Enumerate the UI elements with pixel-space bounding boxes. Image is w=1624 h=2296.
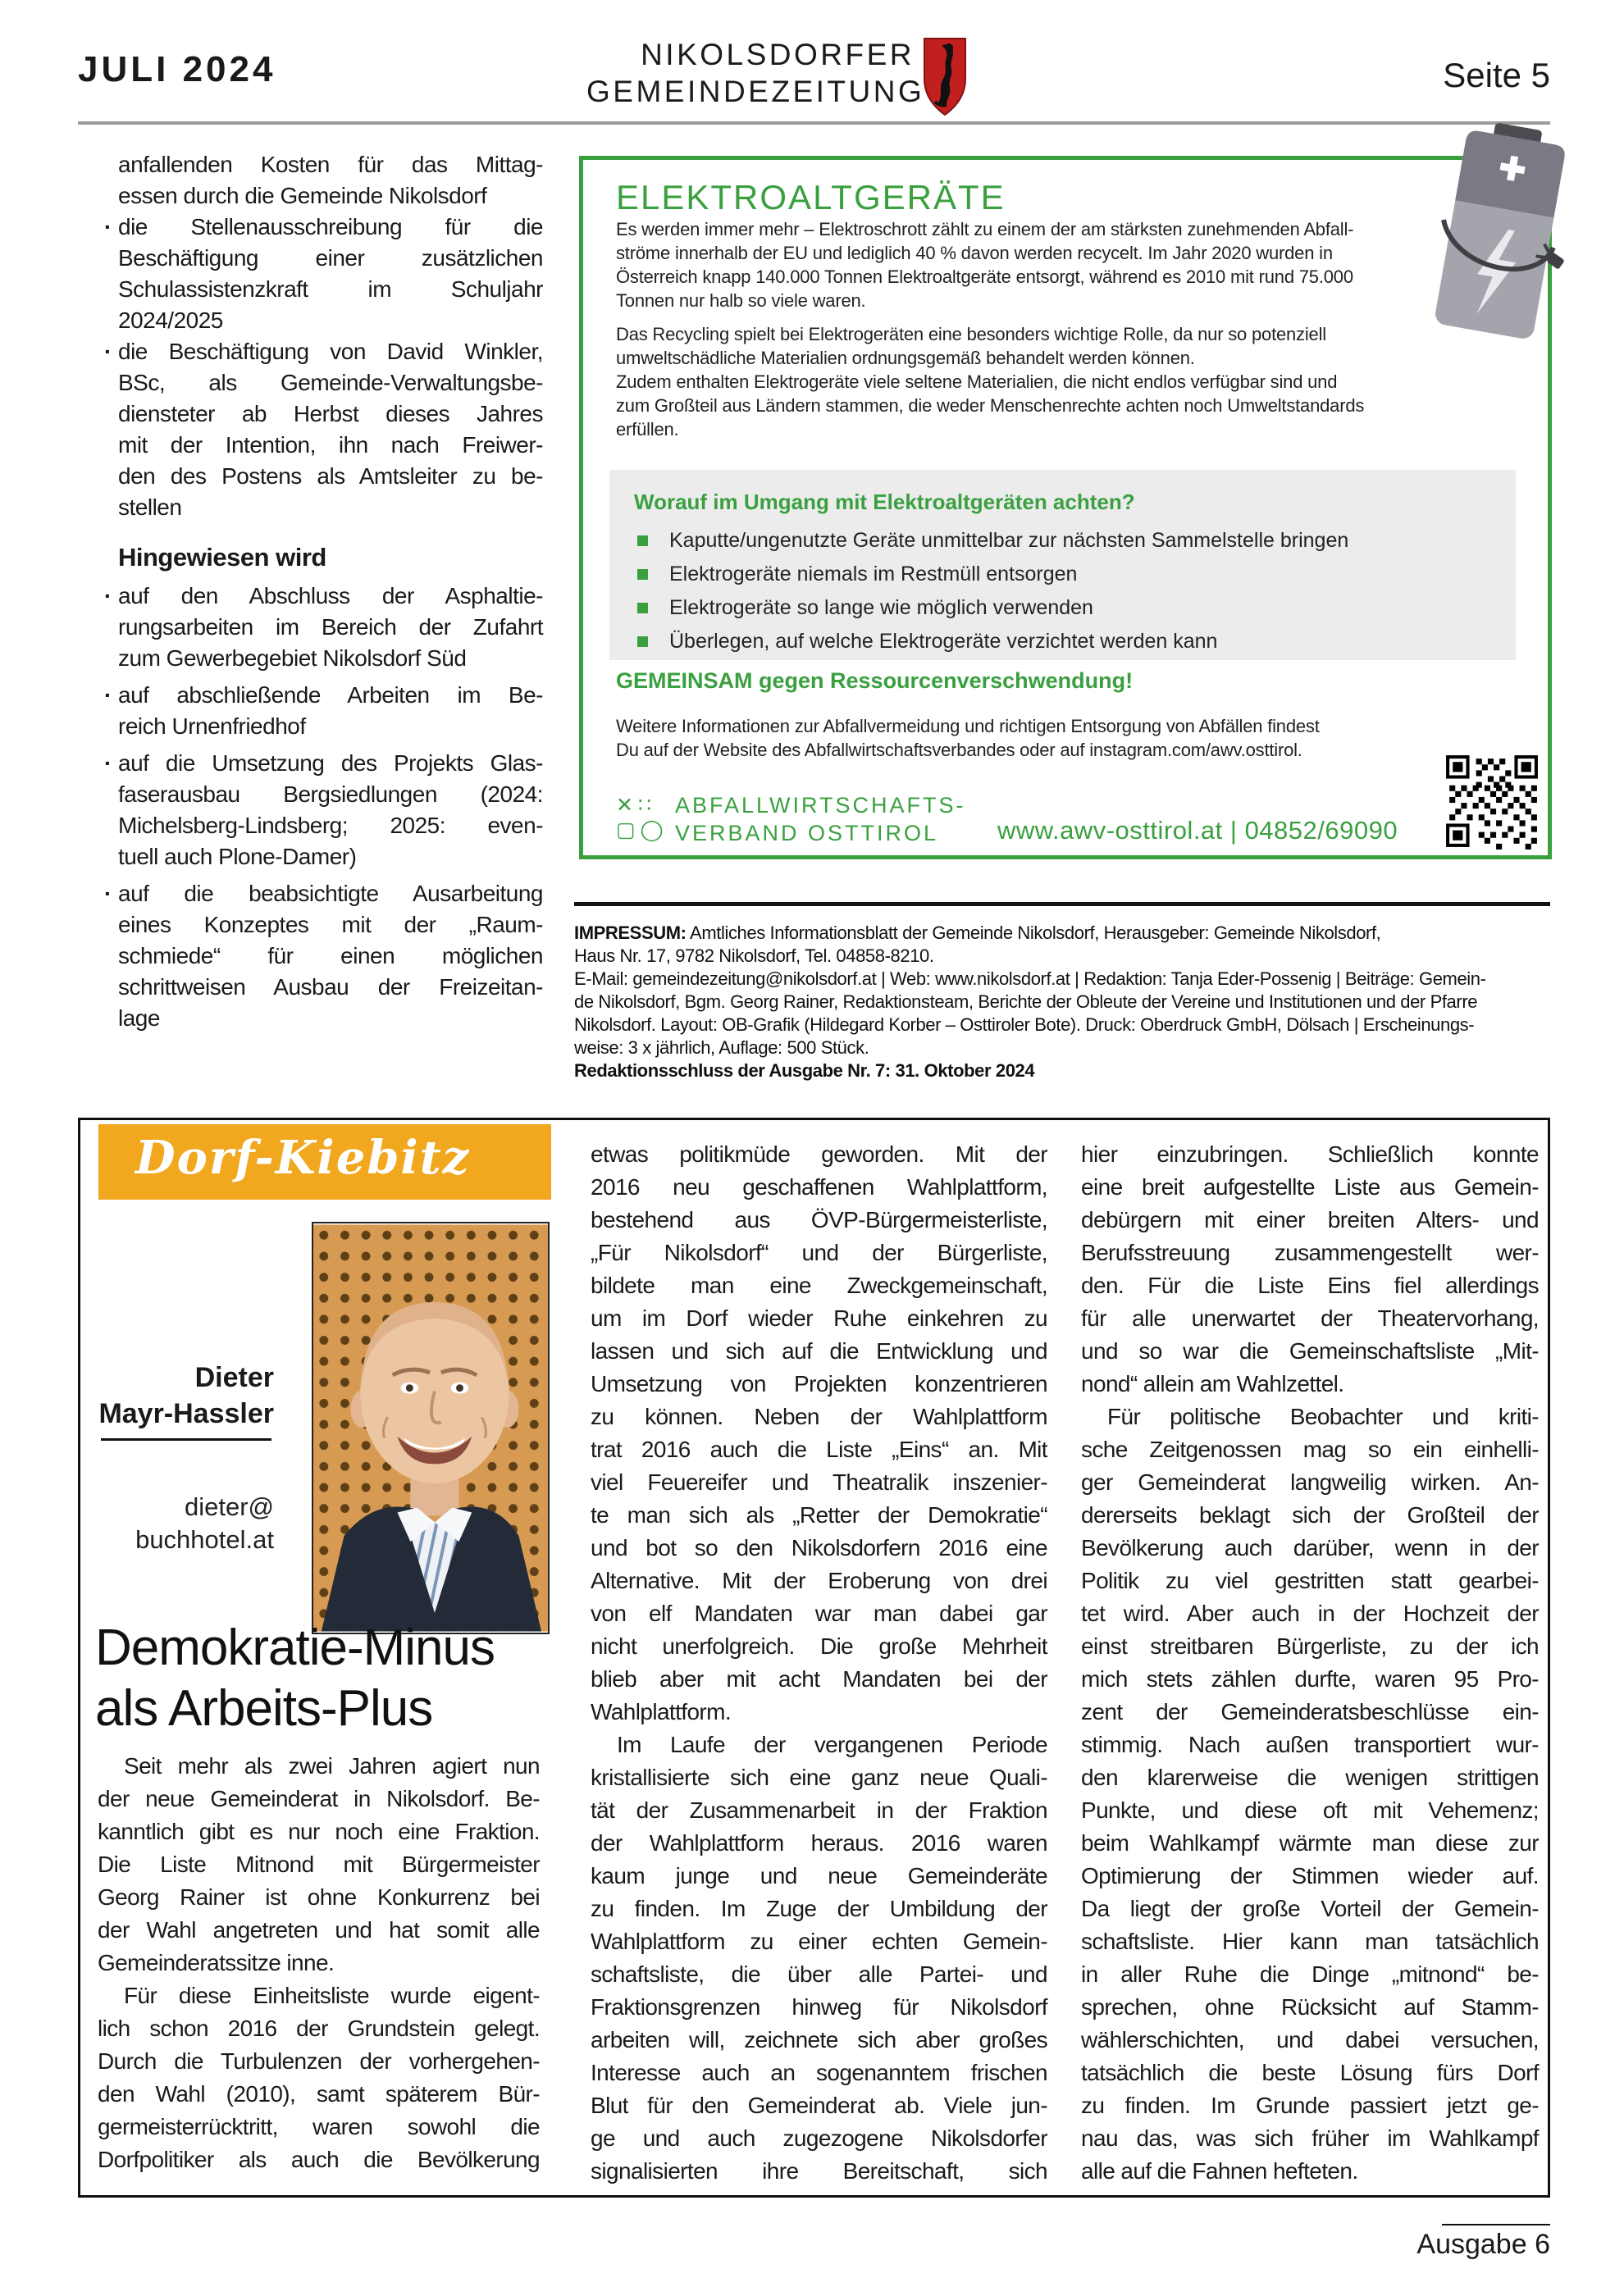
- text-line: nau das, was sich früher im Wahlkampf: [1081, 2125, 1539, 2151]
- text-line: Österreich knapp 140.000 Tonnen Elektroaltgeräte entsorgt, während es 2010 mit rund 75.000: [616, 266, 1353, 287]
- text-line: einst streitbaren Bürgerliste, zu der ich: [1081, 1633, 1539, 1659]
- text-line: „Für Nikolsdorf“ und der Bürgerliste,: [591, 1240, 1047, 1265]
- crest-icon: [922, 36, 968, 118]
- text-line: 2024/2025: [118, 308, 223, 333]
- text-line: Punkte, und diese oft mit Vehemenz;: [1081, 1797, 1539, 1823]
- text-line: te man sich als „Retter der Demokratie“: [591, 1502, 1047, 1528]
- header-divider: [78, 121, 1550, 125]
- text-line: Gemeinderatssitze inne.: [98, 1950, 335, 1975]
- text-line: kanntlich gibt es nur noch eine Fraktion.: [98, 1819, 540, 1844]
- text-line: stellen: [118, 494, 182, 520]
- text-line: den klarerweise die wenigen strittigen: [1081, 1765, 1539, 1790]
- text-line: der Wahl angetreten und hat somit alle: [98, 1917, 540, 1943]
- square-bullet-icon: [637, 603, 648, 613]
- text-line: schrittweisen Ausbau der Freizeitan-: [118, 974, 543, 1000]
- article-column-1: [98, 1750, 540, 2176]
- text-line: germeisterrücktritt, waren sowohl die: [98, 2114, 540, 2139]
- text-line: ge und auch zugezogene Nikolsdorfer: [591, 2125, 1047, 2151]
- text-line: lage: [118, 1005, 160, 1031]
- text-line: schaftsliste, die über alle Partei- und: [591, 1961, 1047, 1987]
- text-line: hier einzubringen. Schließlich konnte: [1081, 1141, 1539, 1167]
- council-heading: Hingewiesen wird: [118, 543, 326, 572]
- text-line: um im Dorf wieder Ruhe einkehren zu: [591, 1305, 1047, 1331]
- text-line: sprechen, ohne Rücksicht auf Stamm-: [1081, 1994, 1539, 2020]
- portrait-photo: [312, 1222, 550, 1634]
- text-line: stimmig. Nach außen transportiert wur-: [1081, 1732, 1539, 1757]
- council-notice-lines: [104, 581, 543, 1034]
- text-line: Alternative. Mit der Eroberung von drei: [591, 1568, 1047, 1593]
- text-line: Interesse auch an sogenanntem frischen: [591, 2060, 1047, 2085]
- text-line: den. Für die Liste Eins fiel allerdings: [1081, 1273, 1539, 1298]
- tip-item: Überlegen, auf welche Elektrogeräte verzichtet werden kann: [634, 631, 1491, 653]
- text-line: den des Postens als Amtsleiter zu be-: [118, 463, 543, 489]
- text-line: tet wird. Aber auch in der Hochzeit der: [1081, 1601, 1539, 1626]
- ewaste-slogan: GEMEINSAM gegen Ressourcenverschwendung!: [616, 668, 1134, 693]
- text-line: · auf abschließende Arbeiten im Be-: [118, 680, 543, 711]
- council-decisions-column: [104, 149, 543, 1034]
- text-line: zum Großteil aus Ländern stammen, die weder Menschenrechte achten noch Umweltstandards: [616, 395, 1365, 416]
- bullet-icon: ·: [104, 750, 112, 776]
- bullet-icon: ·: [104, 682, 112, 708]
- text-line: · auf die beabsichtigte Ausarbeitung: [118, 878, 543, 909]
- masthead-line2: GEMEINDEZEITUNG: [586, 75, 925, 108]
- text-line: zum Gewerbegebiet Nikolsdorf Süd: [118, 645, 467, 671]
- text-line: Optimierung der Stimmen wieder auf.: [1081, 1863, 1539, 1888]
- author-divider: [101, 1438, 271, 1441]
- square-bullet-icon: [637, 535, 648, 546]
- text-line: und so war die Gemeinschaftsliste „Mit-: [1081, 1338, 1539, 1364]
- text-line: Blut für den Gemeinderat ab. Viele jun-: [591, 2093, 1047, 2118]
- text-line: Georg Rainer ist ohne Konkurrenz bei: [98, 1884, 540, 1910]
- dorf-kiebitz-banner: [98, 1124, 551, 1200]
- text-line: umweltschädliche Materialien ordnungsgemäß behandelt werden können.: [616, 348, 1195, 368]
- impressum-line: IMPRESSUM: Amtliches Informationsblatt der Gemeinde Nikolsdorf, Herausgeber: Gemeinde Nikolsdorf,: [574, 922, 1381, 943]
- text-line: zu finden. Im Grunde passiert jetzt ge-: [1081, 2093, 1539, 2118]
- bullet-icon: ·: [104, 339, 112, 364]
- text-line: weise: 3 x jährlich, Auflage: 500 Stück.: [574, 1037, 869, 1058]
- text-line: viel Feuereifer und Theatralik inszenier-: [591, 1469, 1047, 1495]
- awv-contact: www.awv-osttirol.at | 04852/69090: [997, 816, 1398, 845]
- text-line: tät der Zusammenarbeit in der Fraktion: [591, 1797, 1047, 1823]
- text-line: 2016 neu geschaffenen Wahlplattform,: [591, 1174, 1047, 1200]
- text-line: Seit mehr als zwei Jahren agiert nun: [124, 1753, 540, 1779]
- ewaste-title: ELEKTROALTGERÄTE: [616, 178, 1006, 216]
- impressum-lines: [574, 945, 1552, 1059]
- bullet-icon: ·: [104, 881, 112, 906]
- text-line: den Wahl (2010), samt späterem Bür-: [98, 2081, 540, 2107]
- page-number: Seite 5: [1443, 56, 1550, 94]
- text-line: trat 2016 auch die Liste „Eins“ an. Mit: [591, 1437, 1047, 1462]
- text-line: · die Stellenausschreibung für die: [118, 212, 543, 243]
- dorf-kiebitz-article: [78, 1118, 1550, 2198]
- text-line: alle auf die Fahnen hefteten.: [1081, 2158, 1358, 2184]
- text-line: Die Liste Mitnond mit Bürgermeister: [98, 1852, 540, 1877]
- text-line: für alle unerwartet der Theatervorhang,: [1081, 1305, 1539, 1331]
- text-line: schmiede“ für einen möglichen: [118, 943, 543, 968]
- text-line: dererseits beklagt sich der Großteil der: [1081, 1502, 1539, 1528]
- author-name: Dieter Mayr-Hassler: [98, 1362, 274, 1429]
- text-line: signalisierten ihre Bereitschaft, sich: [591, 2158, 1047, 2184]
- impressum-divider: [574, 902, 1550, 906]
- awv-logo-mark-icon: ✕∷ ▢◯: [616, 794, 668, 841]
- text-line: rungsarbeiten im Bereich der Zufahrt: [118, 614, 543, 640]
- text-line: · die Beschäftigung von David Winkler,: [118, 336, 543, 367]
- text-line: Du auf der Website des Abfallwirtschaftsverbandes oder auf instagram.com/awv.osttirol.: [616, 740, 1302, 760]
- text-line: Zudem enthalten Elektrogeräte viele seltene Materialien, die nicht endlos verfügbar sind und: [616, 371, 1338, 392]
- text-line: Berufsstreuung zusammengestellt wer-: [1081, 1240, 1539, 1265]
- text-line: zent der Gemeinderatsbeschlüsse ein-: [1081, 1699, 1539, 1724]
- text-line: Im Laufe der vergangenen Periode: [617, 1732, 1047, 1757]
- text-line: faserausbau Bergsiedlungen (2024:: [118, 781, 543, 807]
- text-line: bildete man eine Zweckgemeinschaft,: [591, 1273, 1047, 1298]
- text-line: Haus Nr. 17, 9782 Nikolsdorf, Tel. 04858-8210.: [574, 945, 934, 966]
- text-line: und bot so den Nikolsdorfern 2016 eine: [591, 1535, 1047, 1560]
- battery-icon: [1429, 123, 1568, 344]
- article-column-3: [1081, 1138, 1539, 2188]
- text-line: nond“ allein am Wahlzettel.: [1081, 1371, 1344, 1396]
- text-line: lassen und sich auf die Entwicklung und: [591, 1338, 1047, 1364]
- text-line: in aller Ruhe die Dinge „mitnond“ be-: [1081, 1961, 1539, 1987]
- text-line: essen durch die Gemeinde Nikolsdorf: [118, 183, 487, 208]
- impressum-deadline: Redaktionsschluss der Ausgabe Nr. 7: 31. Oktober 2024: [574, 1060, 1035, 1081]
- ewaste-tips-box: [609, 470, 1516, 660]
- text-line: Für diese Einheitsliste wurde eigent-: [124, 1983, 540, 2008]
- square-bullet-icon: [637, 569, 648, 580]
- text-line: mich stets zählen durfte, waren 95 Pro-: [1081, 1666, 1539, 1692]
- ewaste-more-info: [616, 714, 1403, 762]
- text-line: E-Mail: gemeindezeitung@nikolsdorf.at | Web: www.nikolsdorf.at | Redaktion: Tanja Eder-Possenig | Beiträge: Gemein-: [574, 968, 1486, 989]
- text-line: blieb aber mit acht Mandaten bei der: [591, 1666, 1047, 1692]
- ewaste-paragraph-1: [616, 217, 1444, 312]
- text-line: kaum junge und neue Gemeinderäte: [591, 1863, 1047, 1888]
- dorf-kiebitz-title: Dorf-Kiebitz: [135, 1131, 471, 1185]
- text-line: Michelsberg-Lindsberg; 2025: even-: [118, 813, 543, 838]
- text-line: zu können. Neben der Wahlplattform: [591, 1404, 1047, 1429]
- tip-item: Kaputte/ungenutzte Geräte unmittelbar zur nächsten Sammelstelle bringen: [634, 530, 1491, 552]
- text-line: Dorfpolitiker als auch die Bevölkerung: [98, 2147, 540, 2172]
- text-line: ströme innerhalb der EU und lediglich 40 % davon werden recycelt. Im Jahr 2020 wurden in: [616, 243, 1333, 263]
- masthead-line1: NIKOLSDORFER: [641, 38, 915, 71]
- footer-divider: [1442, 2224, 1550, 2225]
- article-column-2: [591, 1138, 1047, 2188]
- masthead: [586, 36, 925, 110]
- ewaste-paragraph-2: [616, 322, 1461, 441]
- ewaste-infobox: [579, 156, 1552, 859]
- council-intro-lines: [104, 149, 543, 523]
- impressum-label: IMPRESSUM:: [574, 922, 687, 943]
- text-line: Für politische Beobachter und kriti-: [1107, 1404, 1539, 1429]
- awv-logo-text: ABFALLWIRTSCHAFTS- VERBAND OSTTIROL: [675, 793, 966, 845]
- author-email: dieter@ buchhotel.at: [135, 1492, 274, 1554]
- text-line: diensteter ab Herbst dieses Jahres: [118, 401, 543, 426]
- text-line: eine breit aufgestellte Liste aus Gemein-: [1081, 1174, 1539, 1200]
- text-line: erfüllen.: [616, 419, 679, 440]
- tip-item: Elektrogeräte niemals im Restmüll entsorgen: [634, 563, 1491, 585]
- text-line: eines Konzeptes mit der „Raum-: [118, 912, 543, 937]
- text-line: Weitere Informationen zur Abfallvermeidung und richtigen Entsorgung von Abfällen findest: [616, 716, 1320, 736]
- text-line: Tonnen nur halb so viele waren.: [616, 290, 866, 311]
- text-line: de Nikolsdorf, Bgm. Georg Rainer, Redaktionsteam, Berichte der Obleute der Vereine und Institutionen und der Pfarre: [574, 991, 1478, 1012]
- text-line: debürgern mit einer breiten Alters- und: [1081, 1207, 1539, 1232]
- text-line: zu finden. Im Zuge der Umbildung der: [591, 1896, 1047, 1921]
- text-line: Umsetzung von Projekten konzentrieren: [591, 1371, 1047, 1396]
- text-line: wählerschichten, und dabei versuchen,: [1081, 2027, 1539, 2052]
- text-line: Fraktionsgrenzen hinweg für Nikolsdorf: [591, 1994, 1047, 2020]
- text-line: Da liegt der große Vorteil der Gemein-: [1081, 1896, 1539, 1921]
- text-line: · auf den Abschluss der Asphaltie-: [118, 581, 543, 612]
- text-line: Wahlplattform zu einer echten Gemein-: [591, 1929, 1047, 1954]
- issue-label: Ausgabe 6: [1416, 2229, 1550, 2260]
- text-line: anfallenden Kosten für das Mittag-: [118, 152, 543, 177]
- text-line: Bevölkerung auch darüber, wenn in der: [1081, 1535, 1539, 1560]
- text-line: schaftsliste. Hier kann man tatsächlich: [1081, 1929, 1539, 1954]
- square-bullet-icon: [637, 636, 648, 647]
- text-line: · auf die Umsetzung des Projekts Glas-: [118, 748, 543, 779]
- text-line: tatsächlich die beste Lösung fürs Dorf: [1081, 2060, 1539, 2085]
- text-line: kristallisierte sich eine ganz neue Quali-: [591, 1765, 1047, 1790]
- tips-heading: Worauf im Umgang mit Elektroaltgeräten achten?: [634, 490, 1135, 514]
- tip-item: Elektrogeräte so lange wie möglich verwenden: [634, 597, 1491, 619]
- text-line: ger Gemeinderat langweilig wirken. An-: [1081, 1469, 1539, 1495]
- text-line: nicht unerfolgreich. Die große Mehrheit: [591, 1633, 1047, 1659]
- bullet-icon: ·: [104, 583, 112, 608]
- text-line: von elf Mandaten war man dabei gar: [591, 1601, 1047, 1626]
- text-line: Beschäftigung einer zusätzlichen: [118, 245, 543, 271]
- text-line: Es werden immer mehr – Elektroschrott zählt zu einem der am stärksten zunehmenden Abfall-: [616, 219, 1354, 239]
- text-line: arbeiten will, zeichnete sich aber großes: [591, 2027, 1047, 2052]
- text-line: BSc, als Gemeinde-Verwaltungsbe-: [118, 370, 543, 395]
- article-headline: Demokratie-Minus als Arbeits-Plus: [95, 1620, 495, 1737]
- text-line: lich schon 2016 der Grundstein gelegt.: [98, 2016, 540, 2041]
- text-line: tuell auch Plone-Damer): [118, 844, 357, 869]
- text-line: Politik zu viel gestritten statt gearbei-: [1081, 1568, 1539, 1593]
- text-line: reich Urnenfriedhof: [118, 713, 306, 739]
- text-line: Durch die Turbulenzen der vorhergehen-: [98, 2048, 540, 2074]
- bullet-icon: ·: [104, 214, 112, 239]
- text-line: mit der Intention, ihn nach Freiwer-: [118, 432, 543, 458]
- issue-date: JULI 2024: [78, 49, 276, 89]
- text-line: beim Wahlkampf wärmte man diese zur: [1081, 1830, 1539, 1856]
- text-line: Wahlplattform.: [591, 1699, 732, 1724]
- text-line: der Wahlplattform heraus. 2016 waren: [591, 1830, 1047, 1856]
- text-line: Nikolsdorf. Layout: OB-Grafik (Hildegard Korber – Osttiroler Bote). Druck: Oberdruck GmbH, Dölsach | Erscheinungs-: [574, 1014, 1475, 1035]
- text-line: sche Zeitgenossen mag so ein einhelli-: [1081, 1437, 1539, 1462]
- text-line: Das Recycling spielt bei Elektrogeräten eine besonders wichtige Rolle, da nur so potenziell: [616, 324, 1326, 344]
- text-line: bestehend aus ÖVP-Bürgermeisterliste,: [591, 1207, 1047, 1232]
- impressum: [574, 922, 1552, 1082]
- text-line: Schulassistenzkraft im Schuljahr: [118, 276, 543, 302]
- text-line: etwas politikmüde geworden. Mit der: [591, 1141, 1047, 1167]
- text-line: der neue Gemeinderat in Nikolsdorf. Be-: [98, 1786, 540, 1811]
- qr-code-icon: [1443, 752, 1541, 850]
